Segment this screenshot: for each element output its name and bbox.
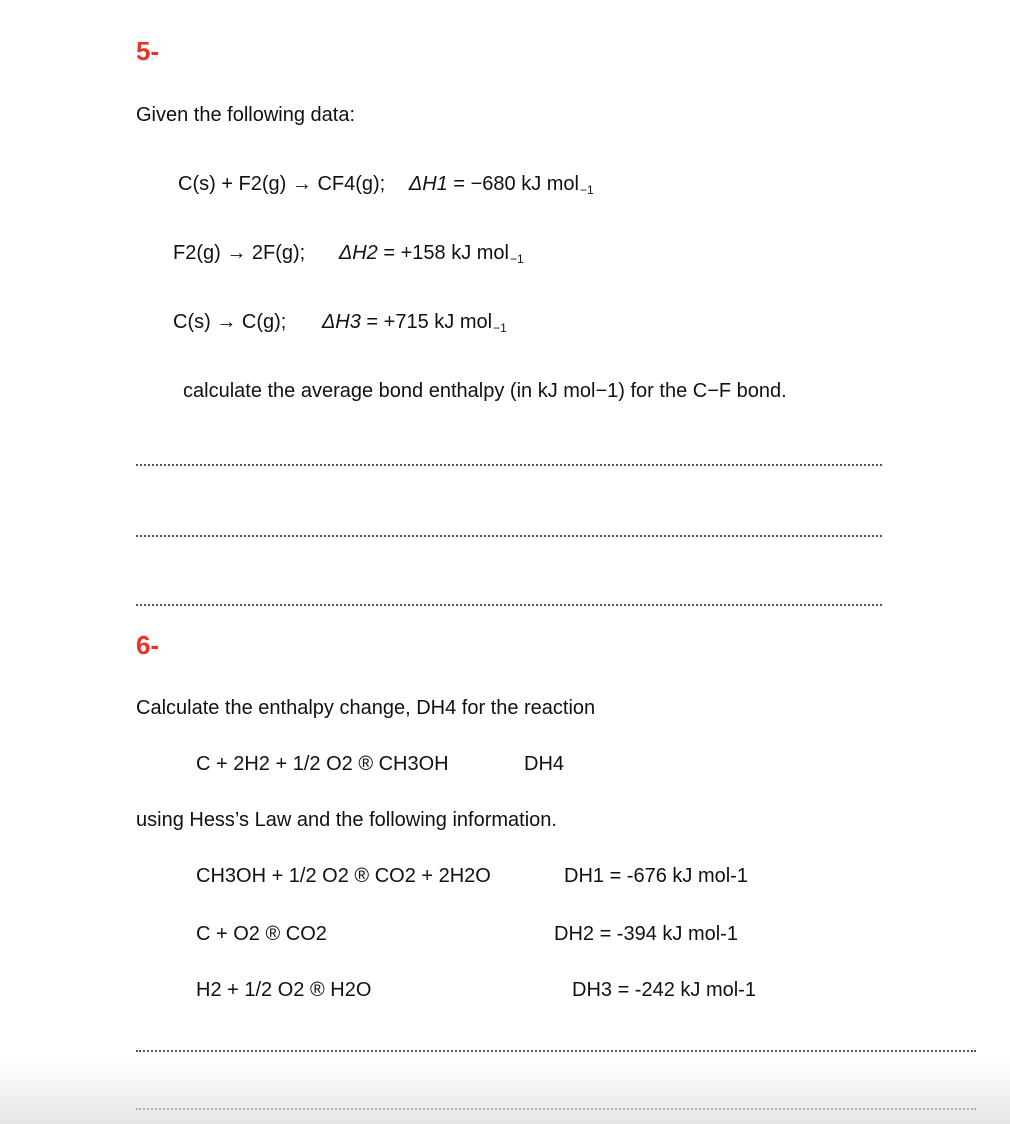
question-5-task: calculate the average bond enthalpy (in kJ mol−1) for the C−F bond.	[183, 380, 787, 402]
answer-line	[136, 535, 882, 537]
answer-line	[136, 1050, 976, 1052]
equation-2	[173, 242, 524, 265]
step-2-reaction: C + O2 ® CO2	[196, 923, 327, 945]
step-1-dh: DH1 = -676 kJ mol-1	[564, 865, 748, 887]
equation-2-reaction: F2(g) → 2F(g);	[173, 242, 306, 264]
question-5-number: 5-	[136, 36, 160, 66]
target-dh: DH4	[524, 753, 565, 775]
answer-line	[136, 604, 882, 606]
equation-2-dh: ΔH2 = +158 kJ mol$_{-1}$	[338, 242, 524, 266]
question-5-intro: Given the following data:	[136, 104, 356, 126]
equation-1	[178, 173, 594, 196]
step-1-reaction: CH3OH + 1/2 O2 ® CO2 + 2H2O	[196, 865, 491, 887]
equation-1-reaction: C(s) + F2(g) → CF4(g);	[178, 173, 386, 195]
step-3-reaction: H2 + 1/2 O2 ® H2O	[196, 979, 372, 1001]
step-2-dh: DH2 = -394 kJ mol-1	[554, 923, 738, 945]
equation-3-dh: ΔH3 = +715 kJ mol$_{-1}$	[321, 311, 507, 335]
equation-3	[173, 311, 507, 334]
bottom-fade	[0, 1060, 1010, 1124]
answer-line	[136, 464, 882, 466]
equation-1-dh: ΔH1 = −680 kJ mol$_{-1}$	[408, 173, 594, 197]
question-6-using: using Hess’s Law and the following information.	[136, 809, 557, 831]
question-6-intro: Calculate the enthalpy change, DH4 for the reaction	[136, 697, 596, 719]
target-reaction: C + 2H2 + 1/2 O2 ® CH3OH	[196, 753, 449, 775]
question-6-number: 6-	[136, 630, 160, 660]
equation-3-reaction: C(s) → C(g);	[173, 311, 287, 333]
step-3-dh: DH3 = -242 kJ mol-1	[572, 979, 756, 1001]
